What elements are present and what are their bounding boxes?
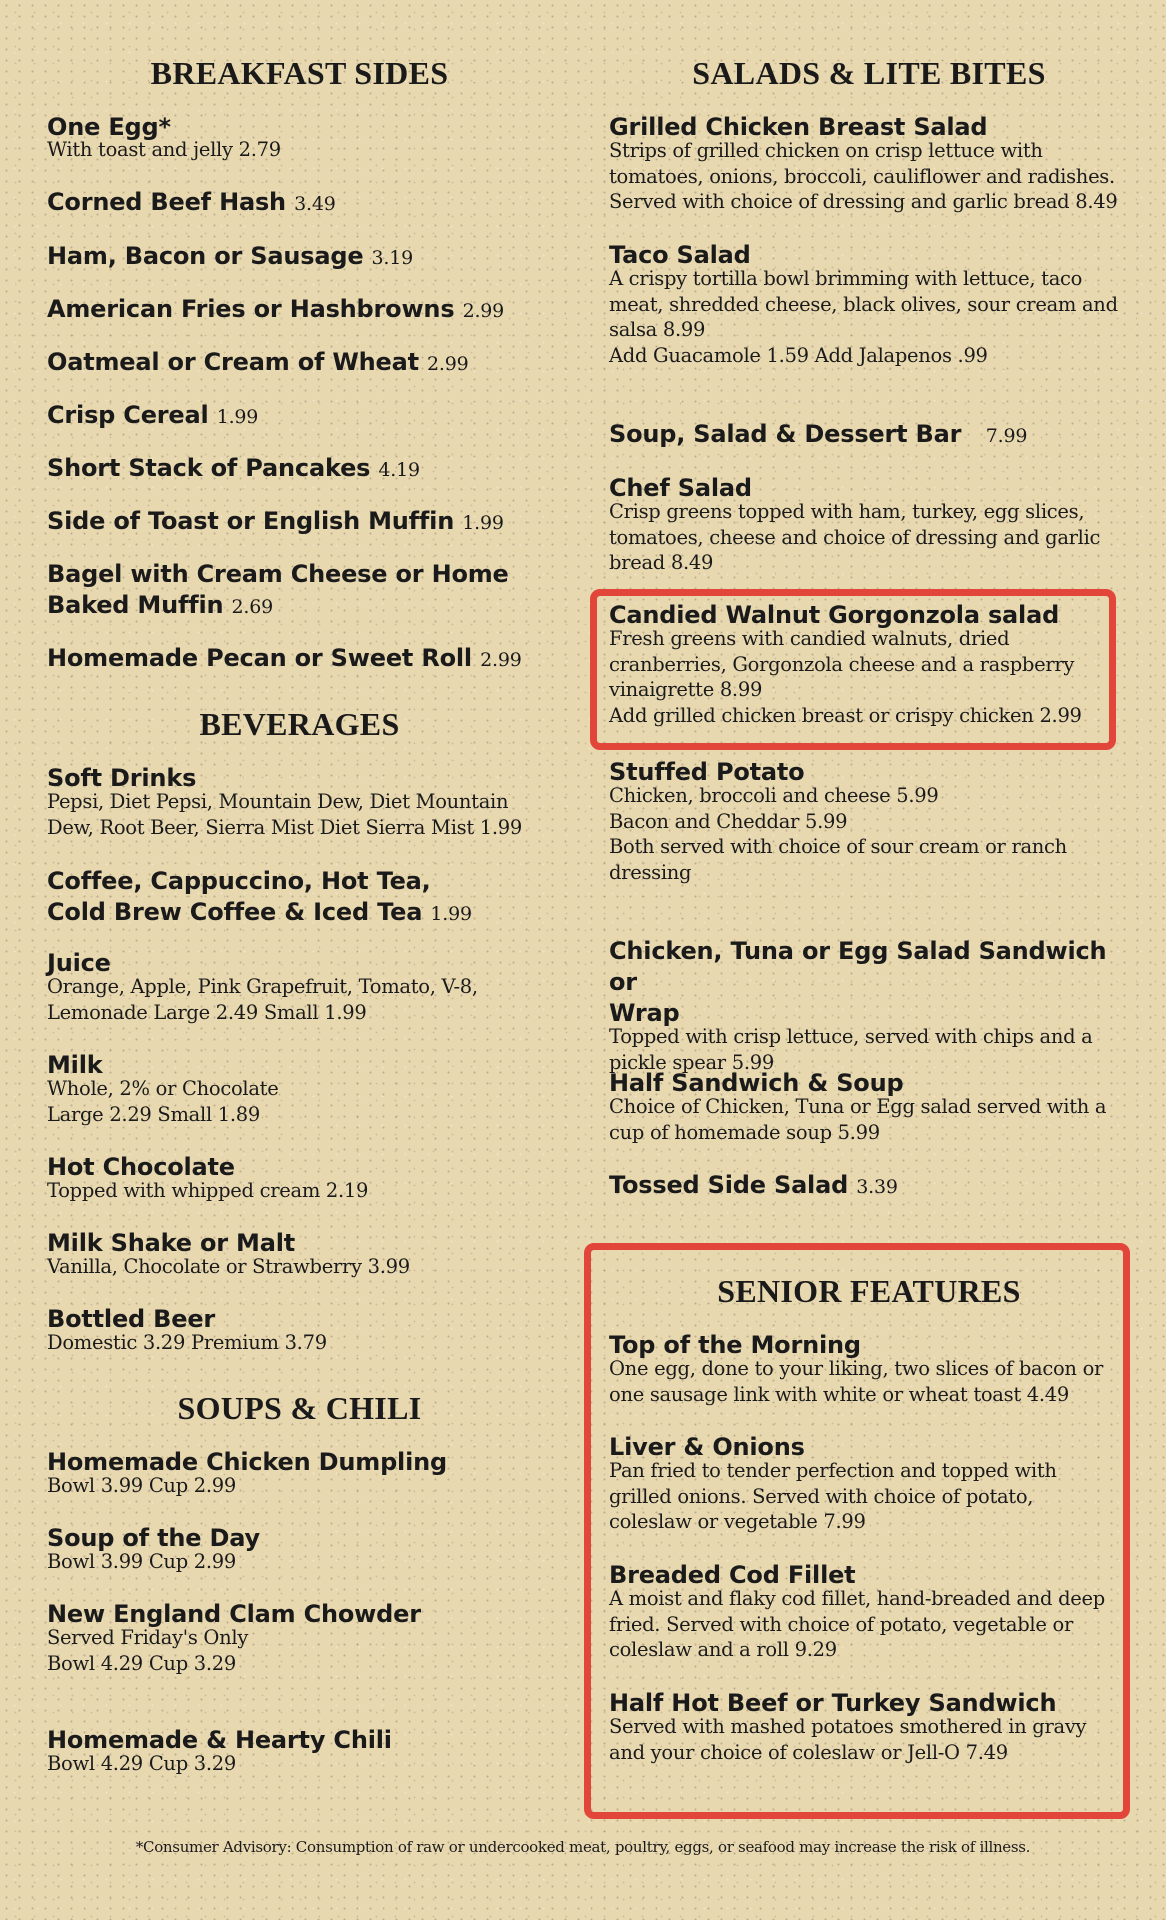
item-name: Ham, Bacon or Sausage [47,242,364,270]
item-description: Served Friday's Only [47,1626,249,1649]
item-description: A crispy tortilla bowl brimming with lettuce, taco [609,267,1083,290]
item-description: Domestic 3.29 Premium 3.79 [47,1331,327,1354]
item-name: American Fries or Hashbrowns [47,295,455,323]
menu-item [609,419,1129,452]
menu-item [47,559,552,623]
item-description: Add grilled chicken breast or crispy chicken 2.99 [609,703,1082,727]
consumer-advisory: *Consumer Advisory: Consumption of raw or undercooked meat, poultry, eggs, or seafood may increase the risk of illness. [135,1838,1031,1856]
menu-item [47,112,552,163]
item-description: dressing [609,860,692,884]
menu-item [47,294,552,327]
menu-item [609,1560,1129,1663]
menu-item [609,757,1129,885]
item-description: Crisp greens topped with ham, turkey, egg slices, [609,500,1085,523]
item-description: Both served with choice of sour cream or ranch [609,835,1067,858]
item-price: 1.99 [216,406,259,428]
item-description: Bowl 3.99 Cup 2.99 [47,1550,236,1573]
item-name: Soup of the Day [47,1524,260,1552]
senior-features-heading: SENIOR FEATURES [717,1273,1021,1309]
item-name-line-1: Coffee, Cappuccino, Hot Tea, [47,867,431,895]
menu-item [609,1330,1129,1407]
menu-item [47,948,552,1025]
item-name: Chef Salad [609,474,752,502]
item-price: 3.19 [371,247,414,269]
item-description: One egg, done to your liking, two slices of bacon or [609,1357,1104,1380]
item-description: Orange, Apple, Pink Grapefruit, Tomato, V-8, [47,975,478,998]
item-description: cup of homemade soup 5.99 [609,1120,880,1144]
item-price: 7.99 [985,425,1028,447]
menu-item [609,1432,1129,1535]
item-description: Bacon and Cheddar 5.99 [609,809,848,833]
item-description: Topped with crisp lettuce, served with chips and a [609,1025,1093,1048]
item-description: coleslaw and a roll 9.29 [609,1638,837,1661]
item-name: Half Hot Beef or Turkey Sandwich [609,1689,1057,1717]
item-name: Juice [47,949,111,977]
menu-item [47,643,552,676]
item-name: Homemade Pecan or Sweet Roll [47,644,472,672]
item-name-line-2: Cold Brew Coffee & Iced Tea [47,898,423,926]
item-description: Topped with whipped cream 2.19 [47,1179,369,1202]
menu-item [47,763,552,840]
item-price: 4.19 [378,459,420,481]
menu-item [47,1599,552,1676]
item-description: Pan fried to tender perfection and topped with [609,1459,1057,1482]
menu-item [609,473,1129,576]
menu-item [47,187,552,220]
item-description: Choice of Chicken, Tuna or Egg salad served with a [609,1095,1107,1118]
item-name: Oatmeal or Cream of Wheat [47,348,419,376]
item-name: Milk Shake or Malt [47,1229,296,1257]
item-price: 1.99 [430,903,472,925]
item-description: With toast and jelly 2.79 [47,138,281,161]
item-description: Fresh greens with candied walnuts, dried [609,627,1010,650]
menu-item [47,1725,552,1777]
item-name: Homemade Chicken Dumpling [47,1448,447,1476]
item-name: One Egg* [47,113,171,141]
menu-item [47,1304,552,1356]
item-name-line-1: Bagel with Cream Cheese or Home [47,560,509,588]
item-price: 2.99 [480,649,522,671]
item-description: Chicken, broccoli and cheese 5.99 [609,784,939,807]
item-name-line-1: Chicken, Tuna or Egg Salad Sandwich or [609,937,1107,996]
menu-item [47,241,552,274]
item-description: Add Guacamole 1.59 Add Jalapenos .99 [609,343,988,367]
item-name: Tossed Side Salad [609,1171,849,1199]
menu-item [47,506,552,539]
item-description: vinaigrette 8.99 [609,678,763,701]
beverages-heading: BEVERAGES [199,706,400,742]
item-price: 2.99 [427,353,469,375]
item-name: Milk [47,1051,103,1079]
item-name: Top of the Morning [609,1331,861,1359]
item-name: Homemade & Hearty Chili [47,1726,392,1754]
item-description: Bowl 4.29 Cup 3.29 [47,1752,236,1775]
menu-item [609,112,1129,215]
item-price: 2.69 [231,596,274,618]
item-description: A moist and flaky cod fillet, hand-breaded and deep [609,1587,1105,1610]
item-price: 3.49 [294,193,336,215]
item-description: one sausage link with white or wheat toast 4.49 [609,1382,1069,1406]
item-price: 1.99 [462,512,504,534]
item-price: 3.39 [856,1176,898,1198]
item-name: Grilled Chicken Breast Salad [609,113,988,141]
item-name: Half Sandwich & Soup [609,1069,904,1097]
item-description: Vanilla, Chocolate or Strawberry 3.99 [47,1255,410,1278]
item-description: and your choice of coleslaw or Jell-O 7.49 [609,1740,1008,1764]
item-name: Breaded Cod Fillet [609,1561,856,1589]
item-name-line-2: Wrap [609,999,680,1027]
item-description: Strips of grilled chicken on crisp lettuce with [609,139,1043,162]
item-name-line-2: Baked Muffin [47,591,224,619]
item-description: Lemonade Large 2.49 Small 1.99 [47,1000,367,1024]
item-description: Pepsi, Diet Pepsi, Mountain Dew, Diet Mountain [47,790,509,813]
item-name: Short Stack of Pancakes [47,454,371,482]
item-name: Crisp Cereal [47,401,209,429]
item-description: salsa 8.99 [609,318,706,341]
menu-item [47,400,552,433]
menu-item [47,1447,552,1499]
menu-item [47,1152,552,1204]
menu-item [47,453,552,486]
item-name: Stuffed Potato [609,758,805,786]
item-name: New England Clam Chowder [47,1600,421,1628]
item-description: Large 2.29 Small 1.89 [47,1102,260,1126]
salads-heading: SALADS & LITE BITES [692,55,1046,91]
menu-item [609,240,1129,368]
item-description: Served with choice of dressing and garlic bread 8.49 [609,190,1118,213]
menu-item [47,1228,552,1280]
item-description: cranberries, Gorgonzola cheese and a raspberry [609,652,1075,676]
item-name: Candied Walnut Gorgonzola salad [609,601,1060,629]
menu-item [47,1050,552,1127]
item-name: Soft Drinks [47,764,197,792]
item-name: Taco Salad [609,241,751,269]
item-description: Bowl 3.99 Cup 2.99 [47,1474,236,1497]
menu-item [47,1523,552,1575]
item-name: Liver & Onions [609,1433,805,1461]
item-description: Bowl 4.29 Cup 3.29 [47,1651,236,1675]
breakfast-sides-heading: BREAKFAST SIDES [150,55,449,91]
menu-item [47,866,552,930]
menu-item [609,936,1129,1075]
item-description: Whole, 2% or Chocolate [47,1077,279,1100]
item-description: coleslaw or vegetable 7.99 [609,1510,866,1533]
item-description: meat, shredded cheese, black olives, sour cream and [609,292,1118,316]
item-name: Side of Toast or English Muffin [47,507,455,535]
soups-chili-heading: SOUPS & CHILI [177,1390,422,1426]
menu-item-highlighted [609,600,1129,728]
item-description: Dew, Root Beer, Sierra Mist Diet Sierra Mist 1.99 [47,815,522,839]
menu-item [609,1068,1129,1145]
item-price: 2.99 [462,300,505,322]
item-name: Hot Chocolate [47,1153,235,1181]
menu-item [609,1688,1129,1765]
item-description: Served with mashed potatoes smothered in gravy [609,1715,1087,1738]
menu-item [609,1170,1129,1203]
item-description: grilled onions. Served with choice of potato, [609,1484,1034,1508]
item-description: pickle spear 5.99 [609,1050,774,1074]
item-name: Soup, Salad & Dessert Bar [609,420,962,448]
item-description: bread 8.49 [609,551,714,574]
item-name: Corned Beef Hash [47,188,286,216]
item-description: fried. Served with choice of potato, vegetable or [609,1612,1073,1636]
item-description: tomatoes, onions, broccoli, cauliflower and radishes. [609,164,1115,188]
item-name: Bottled Beer [47,1305,216,1333]
item-description: tomatoes, cheese and choice of dressing and garlic [609,525,1101,549]
menu-item [47,347,552,380]
